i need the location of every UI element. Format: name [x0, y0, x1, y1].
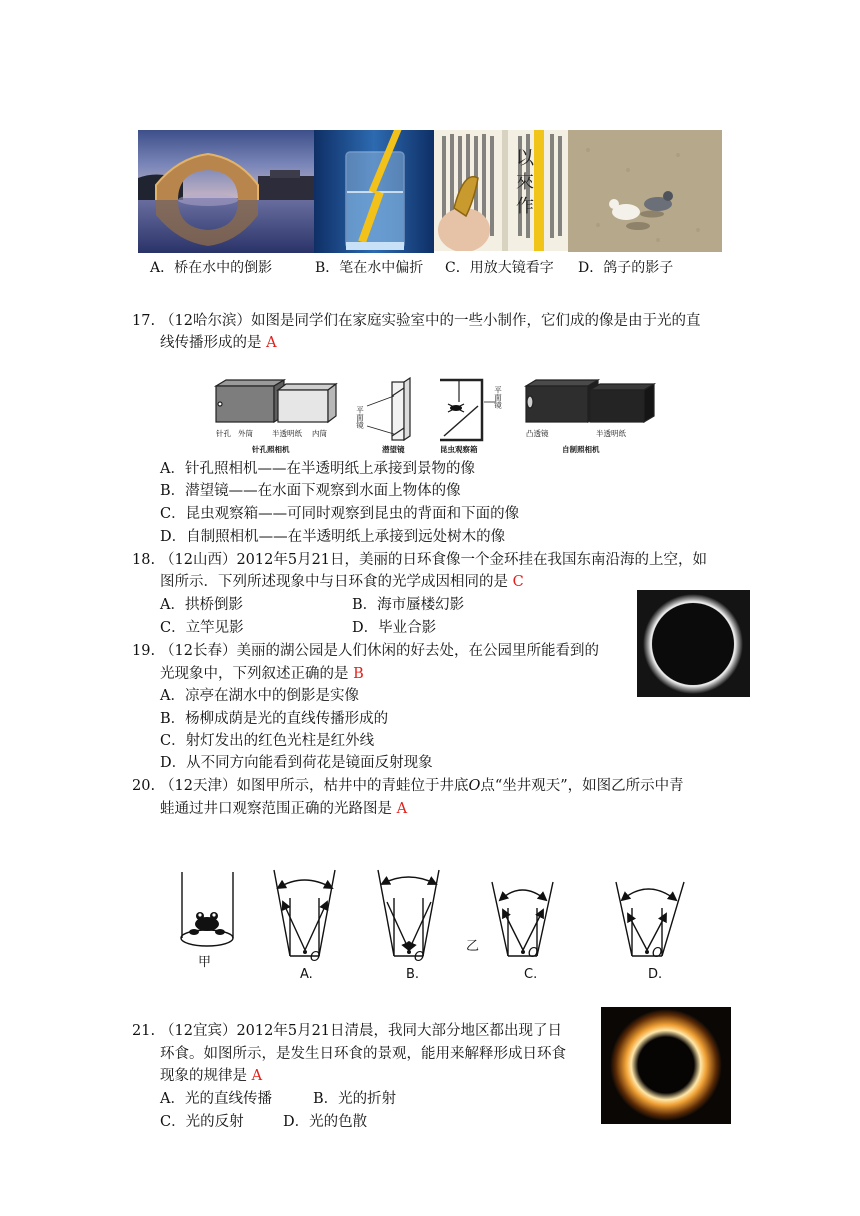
q18-text-line1: （12山西）2012年5月21日，美丽的日环食像一个金环挂在我国东南沿海的上空，如	[160, 552, 708, 568]
label-periscope-title: 潜望镜	[382, 445, 405, 454]
q18-text-line2	[160, 572, 524, 592]
q17-option-d: D．自制照相机——在半透明纸上承接到远处树木的像	[160, 529, 506, 545]
q20-answer: A	[396, 801, 408, 817]
magnifier-reading-photo	[434, 130, 568, 251]
q20-figure	[170, 862, 700, 984]
q20-point-o: O	[468, 778, 481, 794]
q19-text-line1: （12长春）美丽的湖公园是人们休闲的好去处，在公园里所能看到的	[160, 643, 599, 659]
q21-text-line1: （12宜宾）2012年5月21日清晨，我同大部分地区都出现了日	[160, 1023, 563, 1039]
q20-text-line1-a: （12天津）如图甲所示，枯井中的青蛙位于井底	[160, 778, 469, 794]
caption-c: C．用放大镜看字	[445, 260, 554, 276]
point-o-a: O	[310, 950, 321, 965]
q19-option-d: D．从不同方向能看到荷花是镜面反射现象	[160, 755, 433, 771]
svg-text:作: 作	[516, 196, 534, 217]
annular-eclipse-photo	[637, 590, 750, 697]
q17-option-b: B．潜望镜——在水面下观察到水面上物体的像	[160, 483, 461, 499]
caption-b: B．笔在水中偏折	[315, 260, 424, 276]
q21-text-line3-text: 现象的规律是	[160, 1068, 247, 1084]
bridge-reflection-photo	[138, 130, 314, 253]
q21-option-b: B．光的折射	[313, 1091, 397, 1107]
choice-d-label: D.	[648, 967, 663, 982]
q18-option-b: B．海市蜃楼幻影	[352, 597, 465, 613]
label-pinhole-title: 针孔照相机	[252, 445, 290, 454]
q17-number: 17.	[132, 313, 156, 329]
q17-text-line2	[160, 333, 277, 353]
q21-option-c: C．光的反射	[160, 1114, 244, 1130]
q19-option-b: B．杨柳成荫是光的直线传播形成的	[160, 711, 389, 727]
point-o-c: O	[528, 946, 539, 961]
q17-option-a: A．针孔照相机——在半透明纸上承接到景物的像	[160, 461, 475, 477]
q20-text-line2-text: 蛙通过井口观察范围正确的光路图是	[160, 801, 392, 817]
svg-text:以: 以	[516, 148, 534, 169]
pigeon-shadow-photo	[568, 130, 722, 252]
svg-text:來: 來	[516, 172, 534, 193]
q20-text-line1-b: 点“坐井观天”，如图乙所示中青	[480, 778, 684, 794]
label-insect-title: 昆虫观察箱	[440, 445, 478, 454]
label-pinhole-part-4: 内筒	[312, 429, 327, 438]
golden-eclipse-photo	[601, 1007, 731, 1124]
q20-text-line2	[160, 799, 407, 819]
q19-option-a: A．凉亭在湖水中的倒影是实像	[160, 688, 359, 704]
label-jia: 甲	[198, 955, 212, 970]
caption-a: A．桥在水中的倒影	[150, 260, 273, 276]
q19-text-line2-text: 光现象中，下列叙述正确的是	[160, 666, 349, 682]
q21-text-line2: 环食。如图所示，是发生日环食的景观，能用来解释形成日环食	[160, 1046, 566, 1062]
point-o-d: O	[652, 946, 663, 961]
q20-number: 20.	[132, 778, 156, 794]
label-homemade-part-1: 凸透镜	[526, 429, 549, 438]
q20-text-line1	[160, 776, 684, 796]
q18-option-d: D．毕业合影	[352, 620, 437, 636]
q21-option-a: A．光的直线传播	[160, 1091, 272, 1107]
label-pinhole-part-1: 针孔	[216, 429, 231, 438]
q18-number: 18.	[132, 552, 156, 568]
q17-answer: A	[266, 335, 277, 351]
q18-option-c: C．立竿见影	[160, 620, 244, 636]
q21-option-d: D．光的色散	[283, 1114, 368, 1130]
label-homemade-title: 自制照相机	[562, 445, 600, 454]
q18-text-line2-text: 图所示．下列所述现象中与日环食的光学成因相同的是	[160, 574, 508, 590]
q21-text-line3	[160, 1066, 262, 1086]
caption-d: D．鸽子的影子	[578, 260, 674, 276]
q19-answer: B	[353, 666, 364, 682]
pencil-in-water-photo	[314, 130, 434, 253]
label-periscope-part: 平面镜	[355, 406, 365, 429]
q19-number: 19.	[132, 643, 156, 659]
q21-answer: A	[251, 1068, 263, 1084]
label-insect-part: 平面镜	[493, 386, 503, 409]
choice-a-label: A.	[300, 967, 313, 982]
q19-text-line2	[160, 664, 364, 684]
q17-figure	[212, 376, 660, 458]
label-yi: 乙	[466, 939, 480, 954]
choice-c-label: C.	[524, 967, 538, 982]
q18-option-a: A．拱桥倒影	[160, 597, 243, 613]
label-homemade-part-2: 半透明纸	[596, 429, 626, 438]
q19-option-c: C．射灯发出的红色光柱是红外线	[160, 733, 375, 749]
q18-answer: C	[512, 574, 524, 590]
q21-number: 21.	[132, 1023, 156, 1039]
choice-b-label: B.	[406, 967, 420, 982]
q17-option-c: C．昆虫观察箱——可同时观察到昆虫的背面和下面的像	[160, 506, 520, 522]
point-o-b: O	[414, 950, 425, 965]
label-pinhole-part-3: 半透明纸	[272, 429, 302, 438]
q17-text-line2-text: 线传播形成的是	[160, 335, 262, 351]
label-pinhole-part-2: 外筒	[238, 429, 253, 438]
q17-text-line1: （12哈尔滨）如图是同学们在家庭实验室中的一些小制作，它们成的像是由于光的直	[160, 313, 701, 329]
